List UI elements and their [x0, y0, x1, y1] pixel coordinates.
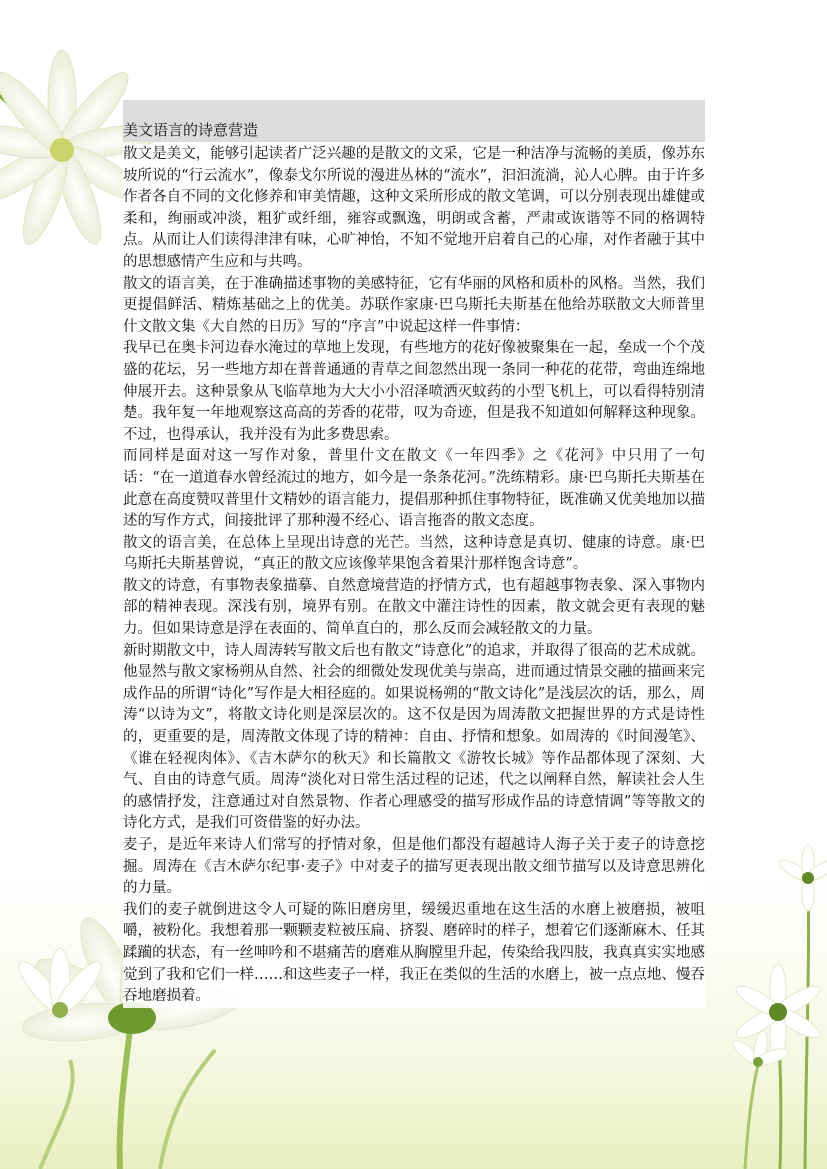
paragraph: 散文是美文，能够引起读者广泛兴趣的是散文的文采，它是一种洁净与流畅的美质，像苏东坡所说的“行云流水”，像泰戈尔所说的漫进丛林的“流水”，汩汩流淌，沁人心脾。由于许多作者各自不同的文化修养和审美情趣，这种文采所形成的散文笔调，可以分别表现出雄健或柔和，绚丽或冲淡，粗犷或纤细，雍容或飘逸，明朗或含蓄，严肃或诙谐等不同的格调特点。从而让人们读得津津有味，心旷神怡，不知不觉地开启着自己的心扉，对作者融于其中的思想感情产生应和与共鸣。	[123, 144, 705, 274]
paragraph: 麦子，是近年来诗人们常写的抒情对象，但是他们都没有超越诗人海子关于麦子的诗意挖掘。周涛在《吉木萨尔纪事·麦子》中对麦子的描写更表现出散文细节描写以及诗意思辨化的力量。	[123, 835, 705, 900]
paragraph: 散文的语言美，在于准确描述事物的美感特征，它有华丽的风格和质朴的风格。当然，我们更提倡鲜活、精炼基础之上的优美。苏联作家康·巴乌斯托夫斯基在他给苏联散文大师普里什文散文集《大自然的日历》写的“序言”中说起这样一件事情：	[123, 274, 705, 339]
paragraph: 我们的麦子就倒进这令人可疑的陈旧磨房里，缓缓迟重地在这生活的水磨上被磨损，被咀嚼，被粉化。我想着那一颗颗麦粒被压扁、挤裂、磨碎时的样子，想着它们逐渐麻木、任其蹂躏的状态，有一丝呻吟和不堪痛苦的磨难从胸膛里升起，传染给我四肢，我真真实实地感觉到了我和它们一样……和这些麦子一样，我正在类似的生活的水磨上，被一点点地、慢吞吞地磨损着。	[123, 900, 705, 1008]
paragraph: 新时期散文中，诗人周涛转写散文后也有散文“诗意化”的追求，并取得了很高的艺术成就。他显然与散文家杨朔从自然、社会的细微处发现优美与崇高，进而通过情景交融的描画来完成作品的所谓“诗化”写作是大相径庭的。如果说杨朔的“散文诗化”是浅层次的话，那么，周涛“以诗为文”，将散文诗化则是深层次的。这不仅是因为周涛散文把握世界的方式是诗性的，更重要的是，周涛散文体现了诗的精神：自由、抒情和想象。如周涛的《时间漫笔》、《谁在轻视肉体》、《吉木萨尔的秋天》和长篇散文《游牧长城》等作品都体现了深刻、大气、自由的诗意气质。周涛“淡化对日常生活过程的记述，代之以阐释自然，解读社会人生的感情抒发，注意通过对自然景物、作者心理感受的描写形成作品的诗意情调”等等散文的诗化方式，是我们可资借鉴的好办法。	[123, 641, 705, 835]
article-body	[123, 144, 705, 1008]
title-bar	[123, 100, 705, 142]
page-title: 美文语言的诗意营造	[123, 121, 259, 139]
paragraph: 我早已在奥卡河边春水淹过的草地上发现，有些地方的花好像被聚集在一起，垒成一个个茂盛的花坛，另一些地方却在普普通通的青草之间忽然出现一条同一种花的花带，弯曲连绵地伸展开去。这种景象从飞临草地为大大小小沼泽喷洒灭蚊药的小型飞机上，可以看得特别清楚。我年复一年地观察这高高的芳香的花带，叹为奇迹，但是我不知道如何解释这种现象。不过，也得承认，我并没有为此多费思索。	[123, 338, 705, 446]
paragraph: 散文的语言美，在总体上呈现出诗意的光芒。当然，这种诗意是真切、健康的诗意。康·巴乌斯托夫斯基曾说，“真正的散文应该像苹果饱含着果汁那样饱含诗意”。	[123, 533, 705, 576]
paragraph: 而同样是面对这一写作对象，普里什文在散文《一年四季》之《花河》中只用了一句话：“在一道道春水曾经流过的地方，如今是一条条花河。”洗练精彩。康·巴乌斯托夫斯基在此意在高度赞叹普里什文精妙的语言能力，提倡那种抓住事物特征，既准确又优美地加以描述的写作方式，间接批评了那种漫不经心、语言拖沓的散文态度。	[123, 446, 705, 532]
paragraph: 散文的诗意，有事物表象描摹、自然意境营造的抒情方式，也有超越事物表象、深入事物内部的精神表现。深浅有别，境界有别。在散文中灌注诗性的因素，散文就会更有表现的魅力。但如果诗意是浮在表面的、简单直白的，那么反而会减轻散文的力量。	[123, 576, 705, 641]
